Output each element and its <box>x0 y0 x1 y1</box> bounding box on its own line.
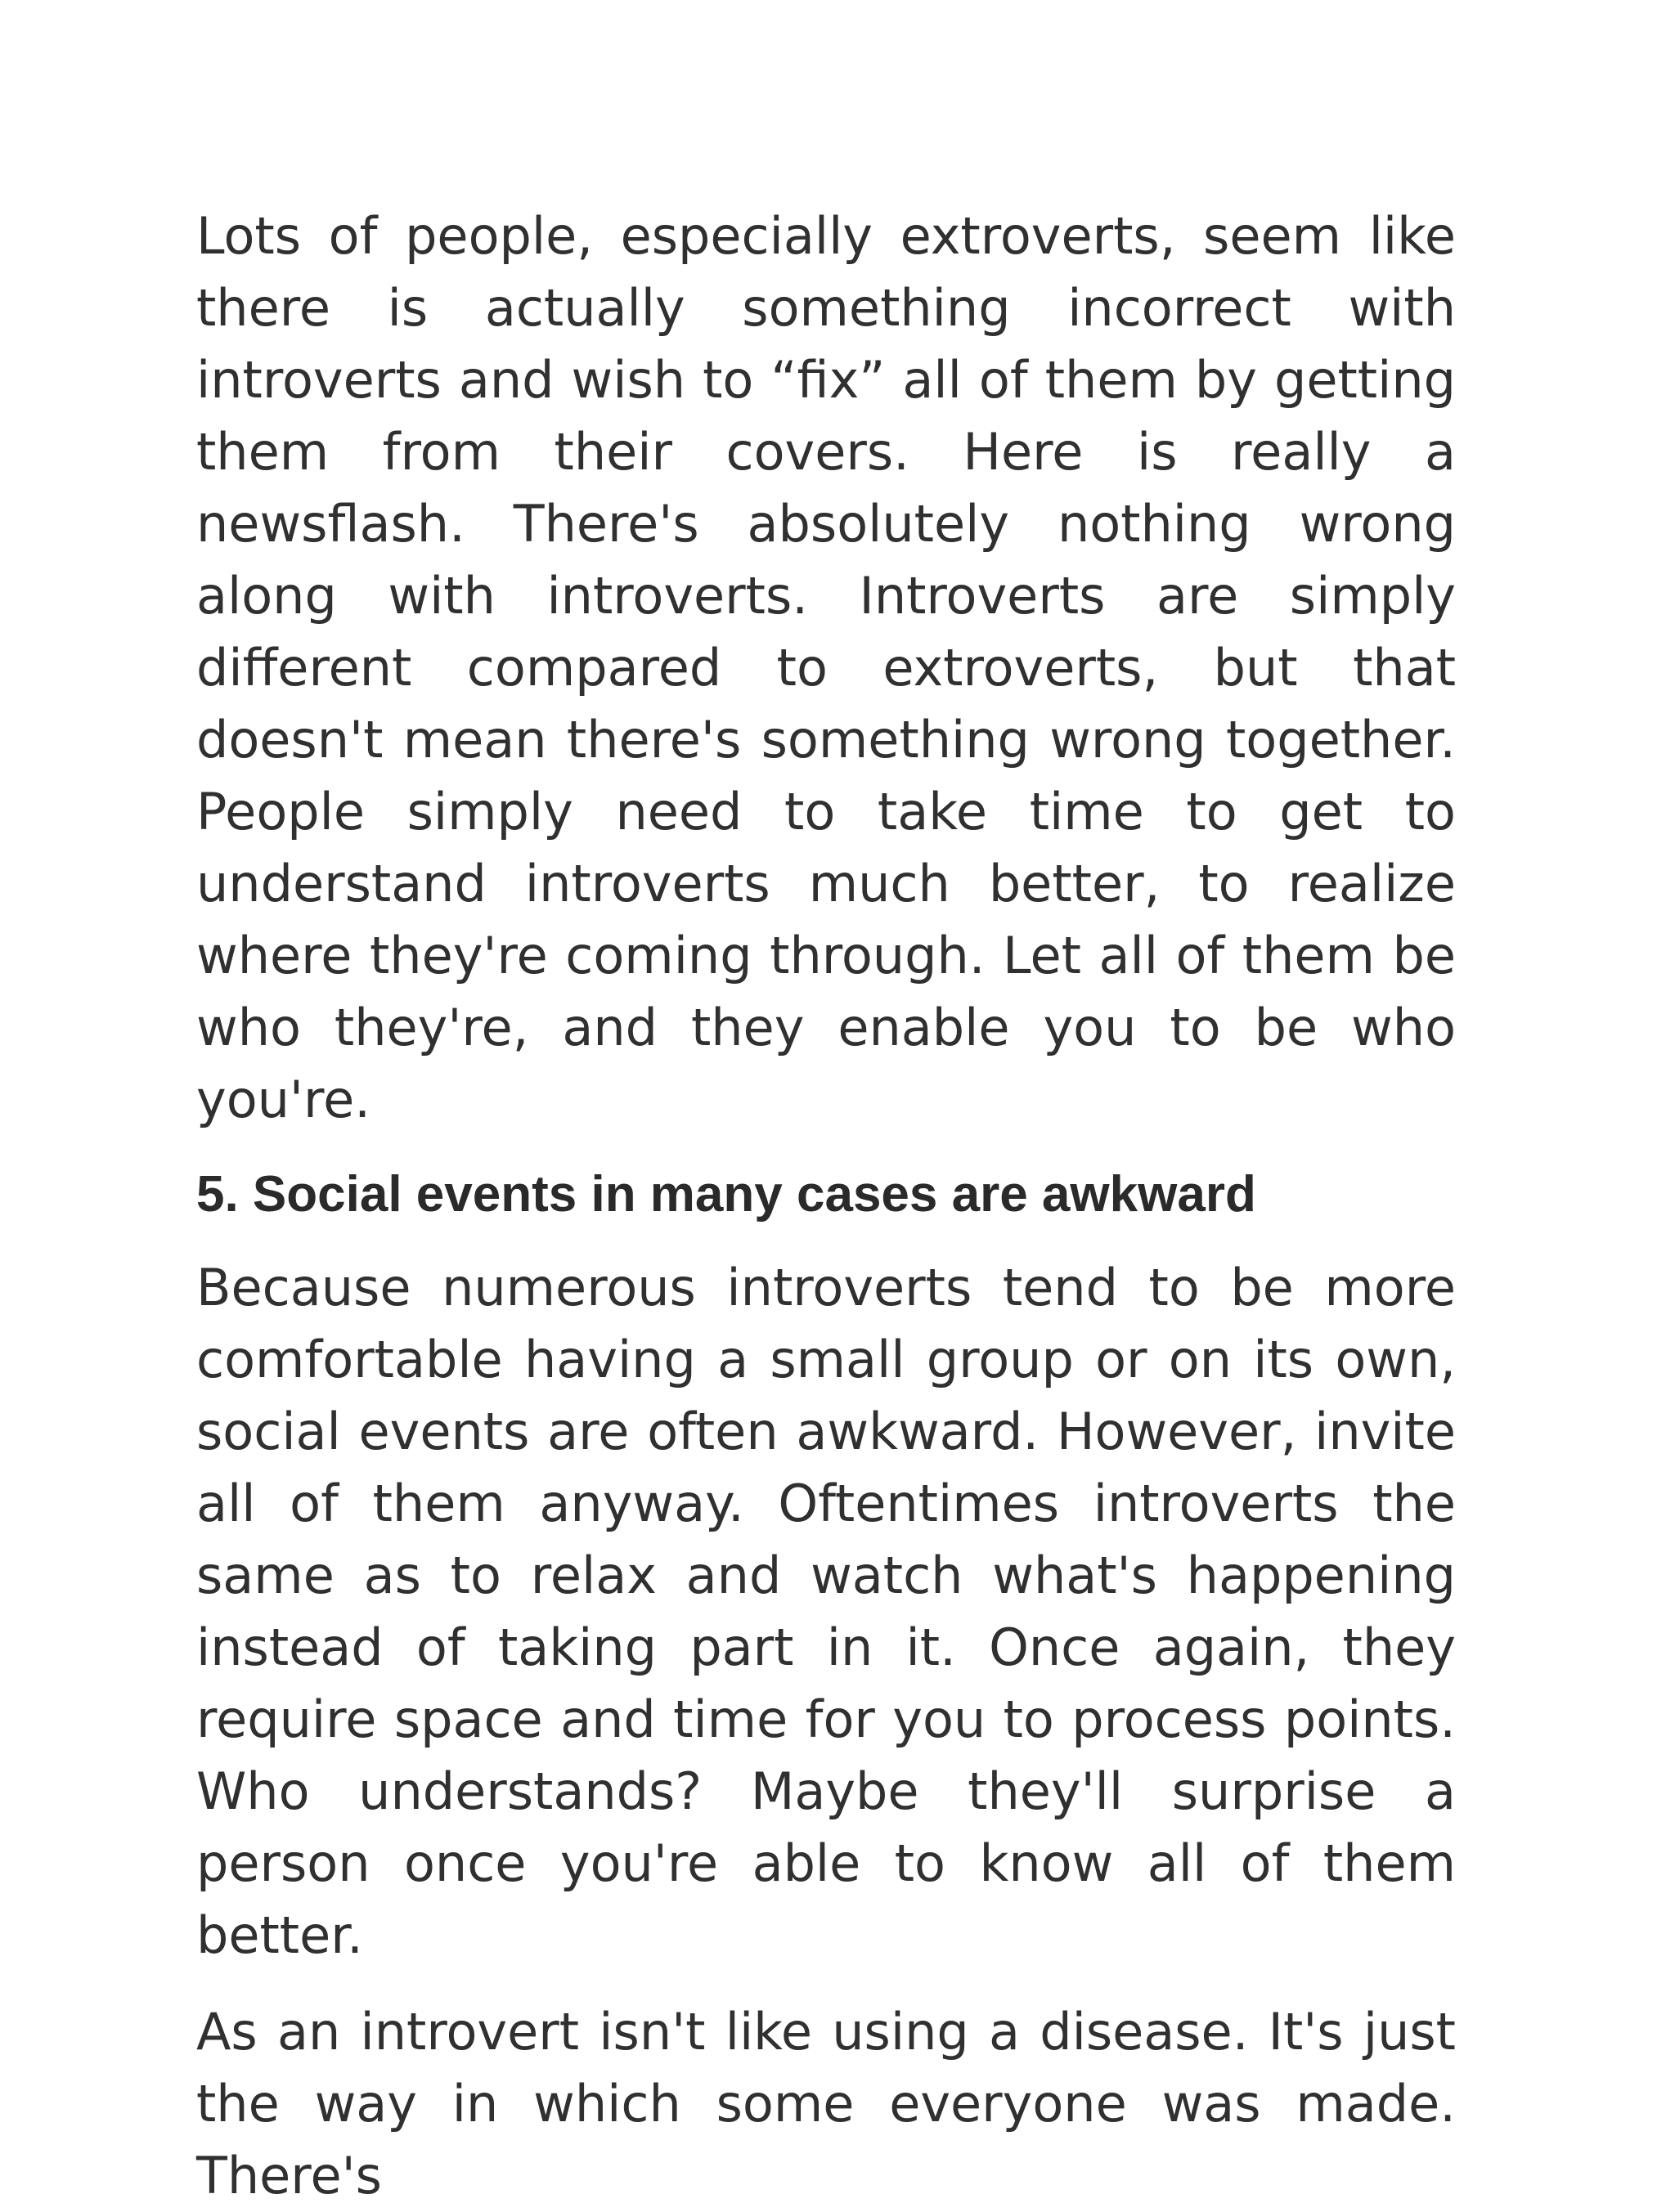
body-paragraph-3: As an introvert isn't like using a disease. It's just the way in which some everyone was made. There's <box>196 2002 1456 2205</box>
page-content <box>196 200 1456 2212</box>
section-heading: 5. Social events in many cases are awkward <box>196 1166 1256 1223</box>
body-paragraph-2: Because numerous introverts tend to be more comfortable having a small group or on its own, social events are often awkward. However, invite all of them anyway. Oftentimes introverts the same as to relax and watch what's happening instead of taking part in it. Once again, they require space and time for you to process points. Who understands? Maybe they'll surprise a person once you're able to know all of them better. <box>196 1258 1456 1965</box>
body-paragraph-1: Lots of people, especially extroverts, seem like there is actually something incorrect with introverts and wish to “fix” all of them by getting them from their covers. Here is really a newsflash. There's absolutely nothing wrong along with introverts. Introverts are simply different compared to extroverts, but that doesn't mean there's something wrong together. People simply need to take time to get to understand introverts much better, to realize where they're coming through. Let all of them be who they're, and they enable you to be who you're. <box>196 206 1456 1129</box>
